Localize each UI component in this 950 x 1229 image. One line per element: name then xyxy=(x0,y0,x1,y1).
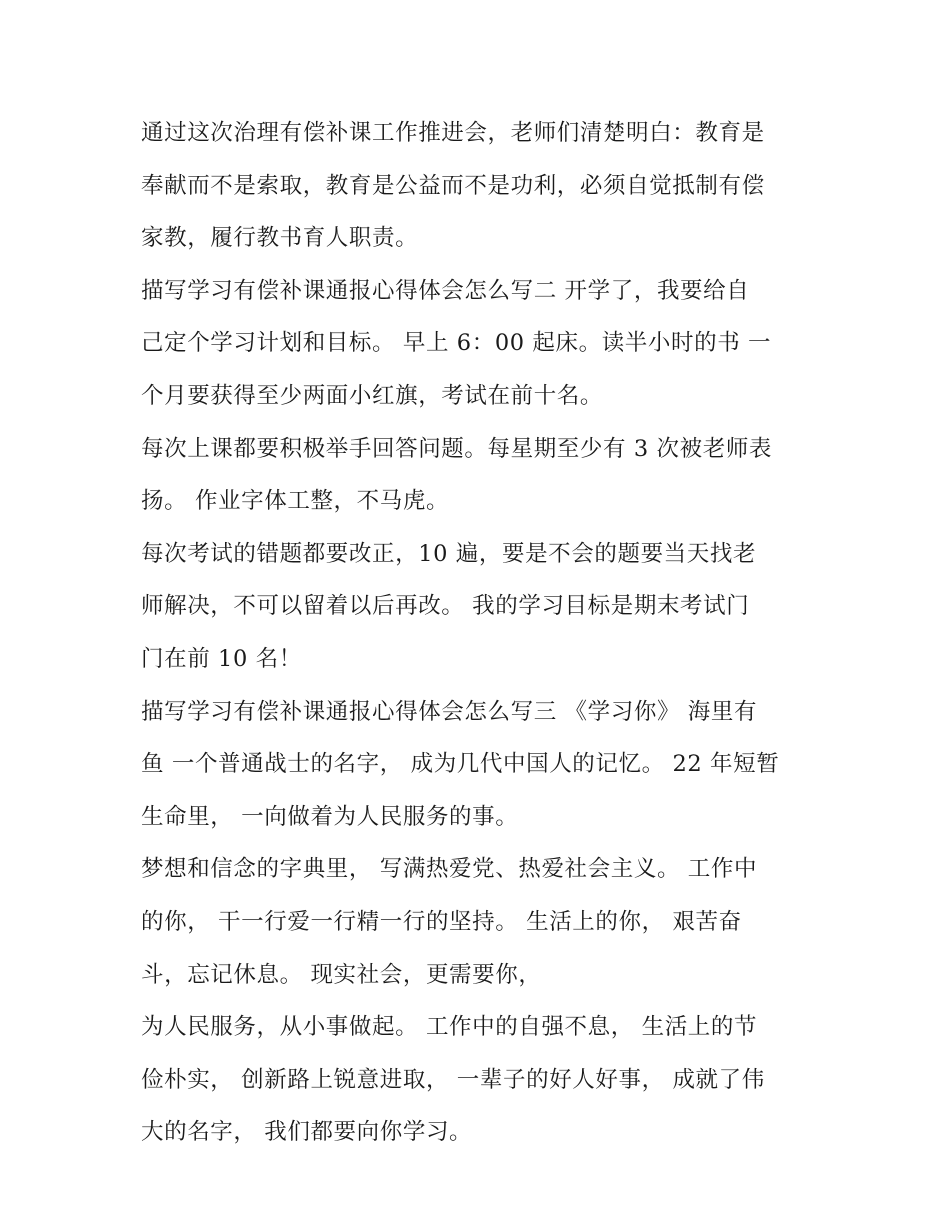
document-body xyxy=(141,107,821,1159)
text-line-15: 梦想和信念的字典里， 写满热爱党、热爱社会主义。 工作中 xyxy=(141,856,758,883)
text-line-14: 生命里， 一向做着为人民服务的事。 xyxy=(141,803,519,830)
text-line-17: 斗，忘记休息。 现实社会，更需要你， xyxy=(141,961,542,988)
text-line-2: 奉献而不是索取，教育是公益而不是功利，必须自觉抵制有偿 xyxy=(141,172,765,199)
text-line-10: 师解决，不可以留着以后再改。 我的学习目标是期末考试门 xyxy=(141,593,750,620)
text-line-6: 个月要获得至少两面小红旗，考试在前十名。 xyxy=(141,382,604,409)
text-line-4: 描写学习有偿补课通报心得体会怎么写二 开学了，我要给自 xyxy=(141,277,750,304)
text-line-18: 为人民服务，从小事做起。 工作中的自强不息， 生活上的节 xyxy=(141,1014,758,1041)
text-line-12: 描写学习有偿补课通报心得体会怎么写三 《学习你》 海里有 xyxy=(141,698,758,725)
text-line-5: 己定个学习计划和目标。 早上 6：00 起床。读半小时的书 一 xyxy=(141,330,772,357)
text-line-13: 鱼 一个普通战士的名字， 成为几代中国人的记忆。 22 年短暂 xyxy=(141,751,780,778)
text-line-16: 的你， 干一行爱一行精一行的坚持。 生活上的你， 艰苦奋 xyxy=(141,908,742,935)
text-line-8: 扬。 作业字体工整，不马虎。 xyxy=(141,488,450,515)
text-line-3: 家教，履行教书育人职责。 xyxy=(141,225,419,252)
text-line-7: 每次上课都要积极举手回答问题。每星期至少有 3 次被老师表 xyxy=(141,435,773,462)
text-line-9: 每次考试的错题都要改正，10 遍，要是不会的题要当天找老 xyxy=(141,540,757,567)
text-line-19: 俭朴实， 创新路上锐意进取， 一辈子的好人好事， 成就了伟 xyxy=(141,1066,765,1093)
text-line-1: 通过这次治理有偿补课工作推进会，老师们清楚明白：教育是 xyxy=(141,120,765,146)
text-line-20: 大的名字， 我们都要向你学习。 xyxy=(141,1119,473,1146)
text-line-11: 门在前 10 名！ xyxy=(141,645,302,672)
